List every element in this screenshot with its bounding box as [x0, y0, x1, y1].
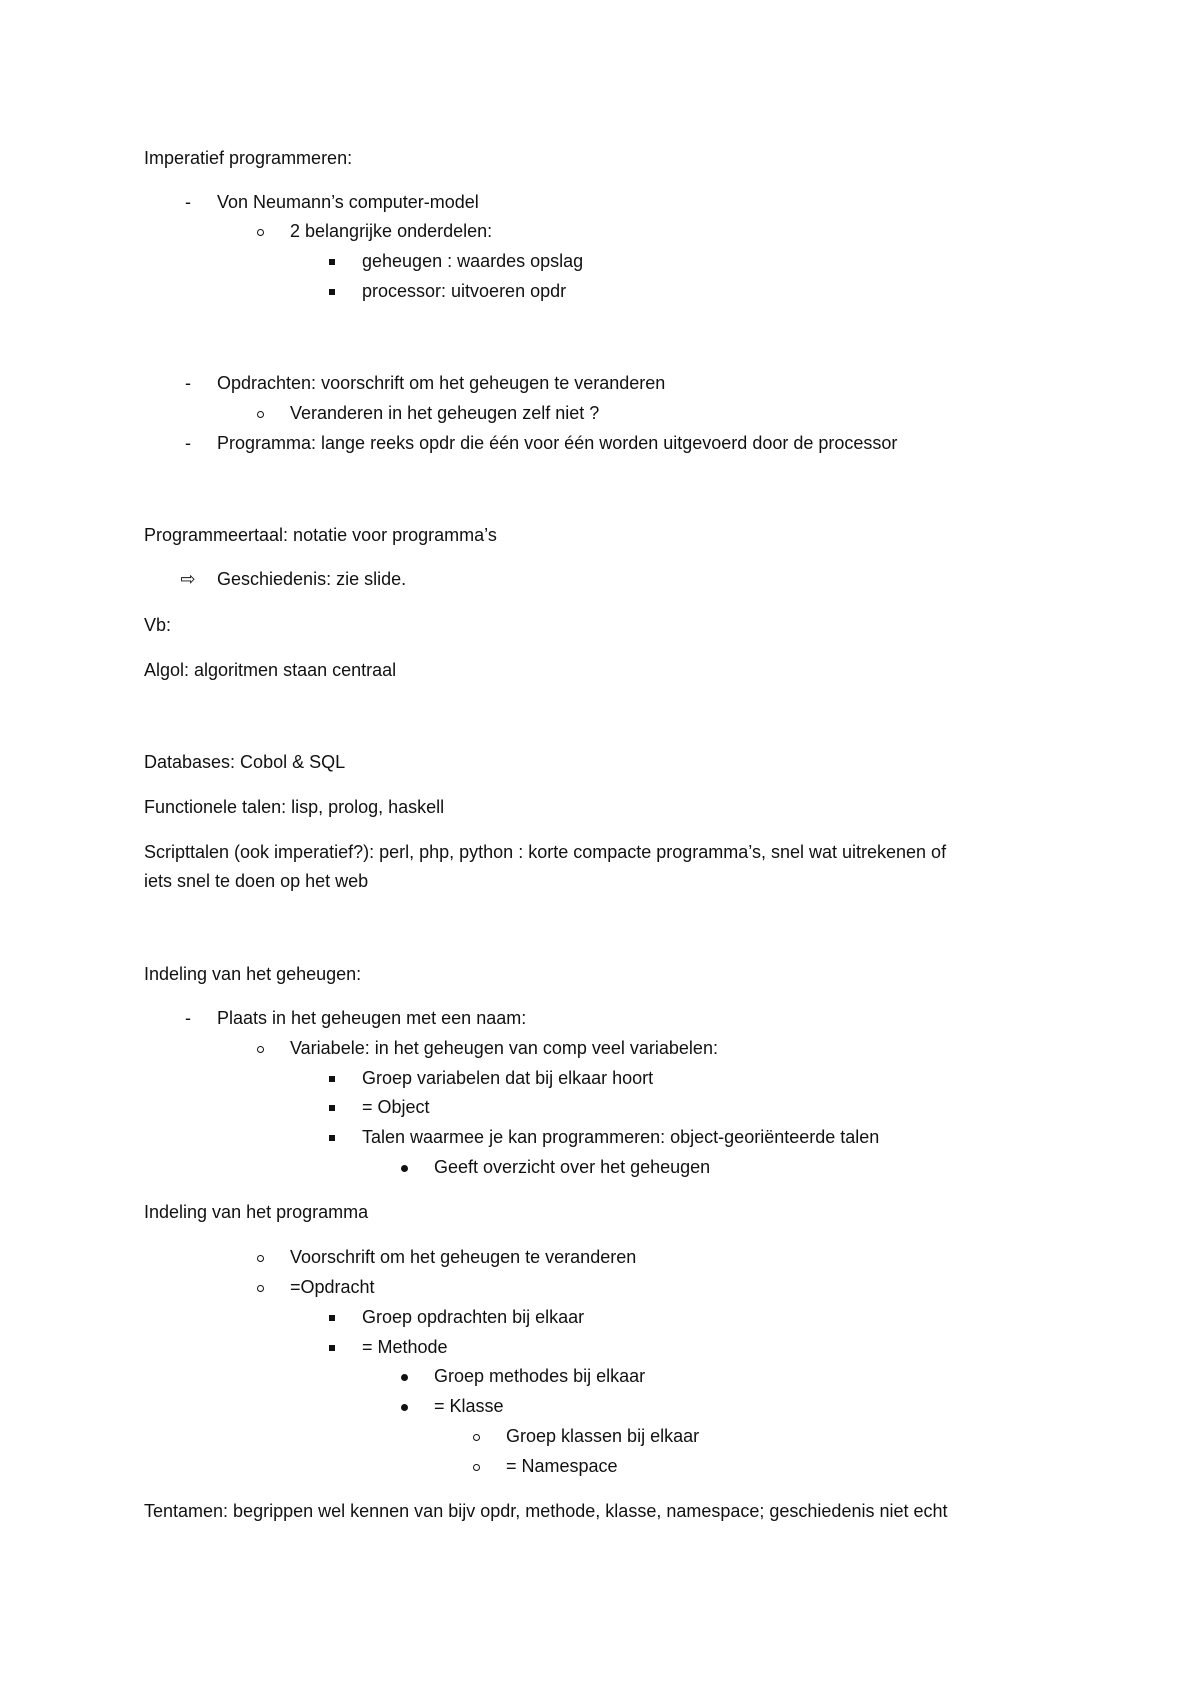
paragraph: Scripttalen (ook imperatief?): perl, php, python : korte compacte programma’s, snel wat uitrekenen of	[144, 842, 947, 862]
list-item: Plaats in het geheugen met een naam:	[217, 1008, 527, 1028]
paragraph: Indeling van het geheugen:	[144, 964, 362, 984]
list-item: Programma: lange reeks opdr die één voor één worden uitgevoerd door de processor	[217, 433, 898, 453]
circle-bullet	[250, 1245, 270, 1269]
list-item: Variabele: in het geheugen van comp veel variabelen:	[290, 1038, 718, 1058]
paragraph: Tentamen: begrippen wel kennen van bijv opdr, methode, klasse, namespace; geschiedenis niet echt	[144, 1501, 948, 1521]
circle-bullet	[466, 1424, 486, 1448]
square-bullet	[322, 1125, 342, 1149]
list-item: Opdrachten: voorschrift om het geheugen te veranderen	[217, 373, 666, 393]
dot-bullet	[394, 1364, 414, 1388]
circle-bullet	[250, 219, 270, 243]
list-item: Veranderen in het geheugen zelf niet ?	[290, 403, 600, 423]
paragraph: Algol: algoritmen staan centraal	[144, 660, 397, 680]
dash-bullet: -	[185, 192, 191, 212]
list-item: = Namespace	[506, 1456, 618, 1476]
dot-bullet	[394, 1394, 414, 1418]
list-item: Groep opdrachten bij elkaar	[362, 1307, 585, 1327]
dash-bullet: -	[185, 373, 191, 393]
circle-bullet	[250, 1036, 270, 1060]
dash-bullet: -	[185, 433, 191, 453]
list-item: Geschiedenis: zie slide.	[217, 569, 407, 589]
square-bullet	[322, 1335, 342, 1359]
circle-bullet	[250, 1275, 270, 1299]
list-item: =Opdracht	[290, 1277, 375, 1297]
list-item: processor: uitvoeren opdr	[362, 281, 567, 301]
list-item: = Klasse	[434, 1396, 504, 1416]
list-item: = Object	[362, 1097, 430, 1117]
circle-bullet	[466, 1454, 486, 1478]
list-item: Groep variabelen dat bij elkaar hoort	[362, 1068, 654, 1088]
list-item: Groep methodes bij elkaar	[434, 1366, 646, 1386]
square-bullet	[322, 1305, 342, 1329]
paragraph: Programmeertaal: notatie voor programma’s	[144, 525, 497, 545]
list-item: Von Neumann’s computer-model	[217, 192, 479, 212]
paragraph: Functionele talen: lisp, prolog, haskell	[144, 797, 445, 817]
list-item: 2 belangrijke onderdelen:	[290, 221, 493, 241]
dot-bullet	[394, 1155, 414, 1179]
paragraph: Databases: Cobol & SQL	[144, 752, 346, 772]
list-item: Talen waarmee je kan programmeren: object-georiënteerde talen	[362, 1127, 880, 1147]
list-item: Groep klassen bij elkaar	[506, 1426, 700, 1446]
paragraph: Vb:	[144, 615, 172, 635]
list-item: Geeft overzicht over het geheugen	[434, 1157, 711, 1177]
paragraph: Indeling van het programma	[144, 1202, 369, 1222]
square-bullet	[322, 1095, 342, 1119]
heading-imperatief: Imperatief programmeren:	[144, 148, 353, 168]
circle-bullet	[250, 401, 270, 425]
dash-bullet: -	[185, 1008, 191, 1028]
square-bullet	[322, 249, 342, 273]
paragraph: iets snel te doen op het web	[144, 871, 369, 891]
square-bullet	[322, 279, 342, 303]
list-item: Voorschrift om het geheugen te veranderen	[290, 1247, 637, 1267]
list-item: = Methode	[362, 1337, 448, 1357]
square-bullet	[322, 1066, 342, 1090]
list-item: geheugen : waardes opslag	[362, 251, 584, 271]
arrow-bullet-icon: ⇨	[180, 569, 196, 589]
